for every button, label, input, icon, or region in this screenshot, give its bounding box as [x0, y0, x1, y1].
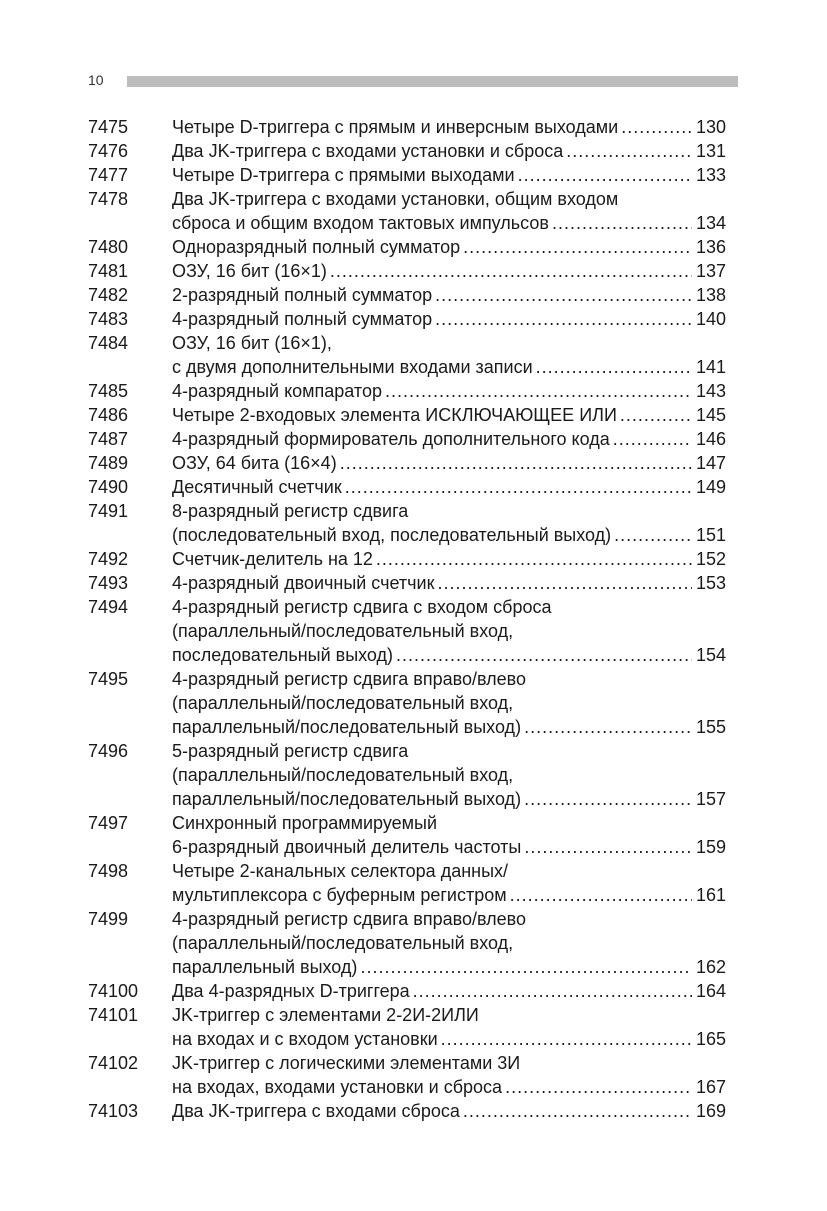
dot-leader	[536, 355, 692, 379]
title-line	[172, 547, 726, 571]
entry-title	[172, 859, 726, 907]
title-line	[172, 811, 726, 835]
dot-leader	[463, 235, 692, 259]
dot-leader	[621, 115, 692, 139]
entry-title	[172, 1051, 726, 1099]
page-ref[interactable]: 159	[695, 837, 726, 857]
dot-leader	[524, 787, 692, 811]
page-ref[interactable]: 137	[695, 261, 726, 281]
chip-code: 7487	[88, 429, 129, 449]
chip-code: 7485	[88, 381, 129, 401]
dot-leader	[566, 139, 692, 163]
entry-title	[172, 451, 726, 475]
title-line	[172, 283, 726, 307]
page-ref[interactable]: 164	[695, 981, 726, 1001]
entry-title	[172, 139, 726, 163]
title-text: на входах, входами установки и сброса	[172, 1077, 503, 1097]
page-ref[interactable]: 146	[695, 429, 726, 449]
page-ref[interactable]: 140	[695, 309, 726, 329]
entry-title	[172, 427, 726, 451]
title-text: Два JK-триггера с входами сброса	[172, 1101, 460, 1121]
chip-code: 7492	[88, 549, 129, 569]
toc-entry[interactable]	[88, 547, 726, 571]
page-ref[interactable]: 162	[695, 957, 726, 977]
title-line	[172, 667, 726, 691]
entry-title	[172, 979, 726, 1003]
page-ref[interactable]: 147	[695, 453, 726, 473]
page-ref[interactable]: 157	[695, 789, 726, 809]
title-line	[172, 235, 726, 259]
title-line	[172, 571, 726, 595]
page-ref[interactable]: 130	[695, 117, 726, 137]
title-text: 4-разрядный регистр сдвига с входом сброса	[172, 597, 552, 617]
toc-entry[interactable]	[88, 283, 726, 307]
page-ref[interactable]: 136	[695, 237, 726, 257]
toc-entry[interactable]	[88, 1003, 726, 1051]
entry-title	[172, 379, 726, 403]
toc-entry[interactable]	[88, 571, 726, 595]
title-line	[172, 379, 726, 403]
page-ref[interactable]: 153	[695, 573, 726, 593]
entry-title	[172, 739, 726, 811]
chip-code: 74101	[88, 1005, 139, 1025]
title-line	[172, 907, 726, 931]
title-text: JK-триггер с элементами 2-2И-2ИЛИ	[172, 1005, 479, 1025]
title-line	[172, 451, 726, 475]
entry-title	[172, 235, 726, 259]
title-text: 4-разрядный формирователь дополнительного кода	[172, 429, 610, 449]
entry-title	[172, 811, 726, 859]
chip-code: 7478	[88, 189, 129, 209]
page-ref[interactable]: 134	[695, 213, 726, 233]
page-ref[interactable]: 143	[695, 381, 726, 401]
dot-leader	[437, 571, 692, 595]
chip-code: 7480	[88, 237, 129, 257]
toc-entry[interactable]	[88, 859, 726, 907]
title-text: 4-разрядный регистр сдвига вправо/влево	[172, 669, 527, 689]
title-line	[172, 163, 726, 187]
title-line	[172, 931, 726, 955]
title-text: Одноразрядный полный сумматор	[172, 237, 461, 257]
dot-leader	[435, 283, 692, 307]
page-ref[interactable]: 151	[695, 525, 726, 545]
title-text: 2-разрядный полный сумматор	[172, 285, 433, 305]
page-ref[interactable]: 149	[695, 477, 726, 497]
chip-code: 7489	[88, 453, 129, 473]
chip-code: 7498	[88, 861, 129, 881]
title-text: Четыре D-триггера с прямым и инверсным выходами	[172, 117, 619, 137]
entry-title	[172, 283, 726, 307]
title-line	[172, 115, 726, 139]
chip-code: 7496	[88, 741, 129, 761]
dot-leader	[385, 379, 692, 403]
title-line	[172, 739, 726, 763]
page-number: 10	[88, 72, 104, 88]
title-line	[172, 403, 726, 427]
title-line	[172, 475, 726, 499]
dot-leader	[524, 835, 692, 859]
chip-code: 74103	[88, 1101, 139, 1121]
toc-entry[interactable]	[88, 115, 726, 139]
title-text: ОЗУ, 64 бита (16×4)	[172, 453, 337, 473]
entry-title	[172, 307, 726, 331]
toc-entry[interactable]	[88, 1099, 726, 1123]
title-line	[172, 427, 726, 451]
entry-title	[172, 475, 726, 499]
title-line	[172, 955, 726, 979]
toc-entry[interactable]	[88, 379, 726, 403]
entry-title	[172, 667, 726, 739]
title-text: (параллельный/последовательный вход,	[172, 765, 514, 785]
title-text: (последовательный вход, последовательный выход)	[172, 525, 612, 545]
title-text: JK-триггер с логическими элементами 3И	[172, 1053, 521, 1073]
toc-entry[interactable]	[88, 403, 726, 427]
title-text: мультиплексора с буферным регистром	[172, 885, 507, 905]
chip-code: 7486	[88, 405, 129, 425]
page-ref[interactable]: 133	[695, 165, 726, 185]
title-text: 5-разрядный регистр сдвига	[172, 741, 409, 761]
dot-leader	[552, 211, 692, 235]
page-ref[interactable]: 138	[695, 285, 726, 305]
title-text: (параллельный/последовательный вход,	[172, 933, 514, 953]
page-ref[interactable]: 152	[695, 549, 726, 569]
title-line	[172, 595, 726, 619]
title-text: на входах и с входом установки	[172, 1029, 438, 1049]
entry-title	[172, 259, 726, 283]
title-line	[172, 859, 726, 883]
title-text: Два 4-разрядных D-триггера	[172, 981, 410, 1001]
title-line	[172, 643, 726, 667]
page-ref[interactable]: 145	[695, 405, 726, 425]
title-line	[172, 523, 726, 547]
dot-leader	[345, 475, 692, 499]
chip-code: 7477	[88, 165, 129, 185]
page-ref[interactable]: 141	[695, 357, 726, 377]
chip-code: 7491	[88, 501, 129, 521]
chip-code: 7481	[88, 261, 129, 281]
chip-code: 7494	[88, 597, 129, 617]
entry-title	[172, 595, 726, 667]
chip-code: 74102	[88, 1053, 139, 1073]
toc-entry[interactable]	[88, 187, 726, 235]
title-text: Четыре D-триггера с прямыми выходами	[172, 165, 515, 185]
dot-leader	[614, 523, 692, 547]
toc-entry[interactable]	[88, 163, 726, 187]
title-line	[172, 763, 726, 787]
table-of-contents	[88, 115, 726, 1123]
toc-entry[interactable]	[88, 307, 726, 331]
chip-code: 7484	[88, 333, 129, 353]
toc-entry[interactable]	[88, 907, 726, 979]
toc-entry[interactable]	[88, 739, 726, 811]
title-text: Десятичный счетчик	[172, 477, 342, 497]
page-ref[interactable]: 161	[695, 885, 726, 905]
chip-code: 7475	[88, 117, 129, 137]
entry-title	[172, 403, 726, 427]
title-line	[172, 1099, 726, 1123]
title-text: ОЗУ, 16 бит (16×1),	[172, 333, 332, 353]
dot-leader	[435, 307, 692, 331]
title-text: параллельный/последовательный выход)	[172, 717, 522, 737]
toc-entry[interactable]	[88, 259, 726, 283]
entry-title	[172, 547, 726, 571]
title-line	[172, 787, 726, 811]
page-ref[interactable]: 165	[695, 1029, 726, 1049]
page-ref[interactable]: 167	[695, 1077, 726, 1097]
title-line	[172, 619, 726, 643]
title-text: с двумя дополнительными входами записи	[172, 357, 533, 377]
title-text: ОЗУ, 16 бит (16×1)	[172, 261, 327, 281]
dot-leader	[518, 163, 692, 187]
page-ref[interactable]: 131	[695, 141, 726, 161]
chip-code: 7482	[88, 285, 129, 305]
dot-leader	[510, 883, 692, 907]
page-ref[interactable]: 169	[695, 1101, 726, 1121]
chip-code: 74100	[88, 981, 139, 1001]
toc-entry[interactable]	[88, 595, 726, 667]
dot-leader	[413, 979, 692, 1003]
entry-title	[172, 115, 726, 139]
toc-entry[interactable]	[88, 235, 726, 259]
entry-title	[172, 187, 726, 235]
toc-entry[interactable]	[88, 979, 726, 1003]
toc-entry[interactable]	[88, 475, 726, 499]
title-text: Счетчик-делитель на 12	[172, 549, 373, 569]
title-line	[172, 211, 726, 235]
title-line	[172, 259, 726, 283]
title-text: Два JK-триггера с входами установки и сброса	[172, 141, 564, 161]
title-line	[172, 307, 726, 331]
title-text: (параллельный/последовательный вход,	[172, 621, 514, 641]
dot-leader	[360, 955, 692, 979]
toc-entry[interactable]	[88, 1051, 726, 1099]
title-text: (параллельный/последовательный вход,	[172, 693, 514, 713]
title-line	[172, 187, 726, 211]
dot-leader	[620, 403, 692, 427]
dot-leader	[330, 259, 692, 283]
title-text: Четыре 2-канальных селектора данных/	[172, 861, 509, 881]
toc-entry[interactable]	[88, 331, 726, 379]
title-text: 4-разрядный компаратор	[172, 381, 382, 401]
title-text: последовательный выход)	[172, 645, 394, 665]
title-line	[172, 1075, 726, 1099]
chip-code: 7499	[88, 909, 129, 929]
title-text: 4-разрядный двоичный счетчик	[172, 573, 435, 593]
title-text: Четыре 2-входовых элемента ИСКЛЮЧАЮЩЕЕ ИЛИ	[172, 405, 617, 425]
toc-entry[interactable]	[88, 667, 726, 739]
title-text: Два JK-триггера с входами установки, общим входом	[172, 189, 619, 209]
dot-leader	[340, 451, 692, 475]
title-text: параллельный/последовательный выход)	[172, 789, 522, 809]
entry-title	[172, 1003, 726, 1051]
title-line	[172, 691, 726, 715]
dot-leader	[376, 547, 692, 571]
title-text: параллельный выход)	[172, 957, 358, 977]
entry-title	[172, 1099, 726, 1123]
title-text: 8-разрядный регистр сдвига	[172, 501, 409, 521]
title-text: сброса и общим входом тактовых импульсов	[172, 213, 549, 233]
title-line	[172, 1003, 726, 1027]
title-text: Синхронный программируемый	[172, 813, 438, 833]
page-ref[interactable]: 154	[695, 645, 726, 665]
chip-code: 7483	[88, 309, 129, 329]
title-line	[172, 715, 726, 739]
title-text: 4-разрядный полный сумматор	[172, 309, 433, 329]
entry-title	[172, 331, 726, 379]
toc-entry[interactable]	[88, 427, 726, 451]
chip-code: 7497	[88, 813, 129, 833]
chip-code: 7476	[88, 141, 129, 161]
chip-code: 7493	[88, 573, 129, 593]
title-text: 4-разрядный регистр сдвига вправо/влево	[172, 909, 527, 929]
title-line	[172, 979, 726, 1003]
entry-title	[172, 499, 726, 547]
toc-entry[interactable]	[88, 451, 726, 475]
dot-leader	[441, 1027, 692, 1051]
chip-code: 7490	[88, 477, 129, 497]
entry-title	[172, 571, 726, 595]
title-text: 6-разрядный двоичный делитель частоты	[172, 837, 522, 857]
title-line	[172, 331, 726, 355]
dot-leader	[524, 715, 692, 739]
header-rule	[127, 76, 738, 87]
title-line	[172, 139, 726, 163]
dot-leader	[613, 427, 692, 451]
entry-title	[172, 907, 726, 979]
toc-entry[interactable]	[88, 499, 726, 547]
title-line	[172, 1051, 726, 1075]
title-line	[172, 355, 726, 379]
dot-leader	[463, 1099, 692, 1123]
title-line	[172, 1027, 726, 1051]
dot-leader	[396, 643, 692, 667]
chip-code: 7495	[88, 669, 129, 689]
toc-entry[interactable]	[88, 811, 726, 859]
page-ref[interactable]: 155	[695, 717, 726, 737]
toc-entry[interactable]	[88, 139, 726, 163]
entry-title	[172, 163, 726, 187]
title-line	[172, 835, 726, 859]
title-line	[172, 883, 726, 907]
dot-leader	[505, 1075, 692, 1099]
title-line	[172, 499, 726, 523]
